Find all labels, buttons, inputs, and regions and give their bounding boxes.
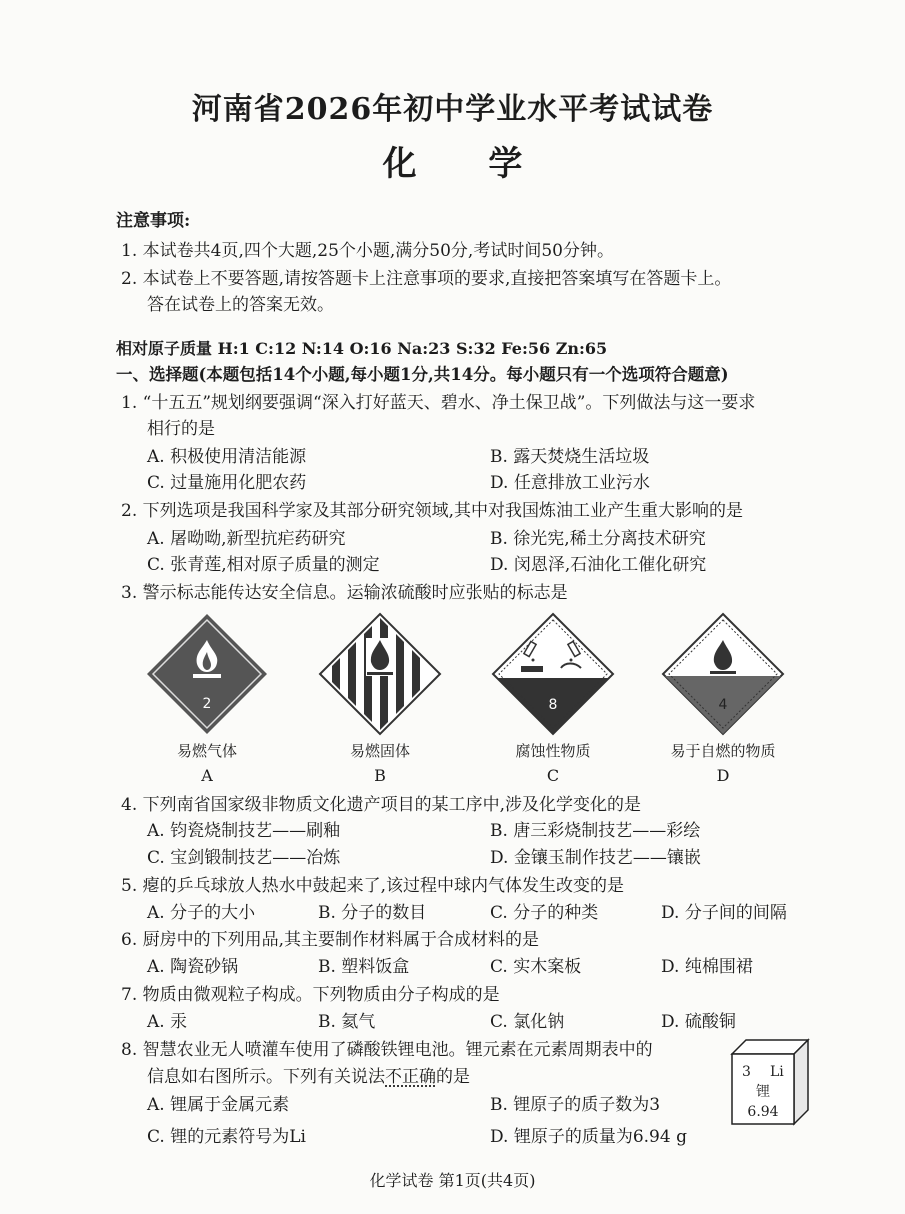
atomic-mass: 相对原子质量 H:1 C:12 N:14 O:16 Na:23 S:32 Fe:56 Zn:65 — [116, 339, 608, 358]
q1-option-d: D. 任意排放工业污水 — [490, 473, 650, 493]
notice-item-1: 1. 本试卷共4页,四个大题,25个小题,满分50分,考试时间50分钟。 — [121, 241, 614, 261]
element-symbol: Li — [770, 1064, 784, 1080]
q7-option-d: D. 硫酸铜 — [661, 1012, 736, 1032]
svg-text:2: 2 — [202, 696, 212, 712]
flammable-solid-sign-icon — [318, 612, 442, 736]
q7-option-c: C. 氯化钠 — [490, 1012, 565, 1032]
sign-b-label: 易燃固体 — [349, 742, 410, 760]
q8-stem-cont — [147, 1066, 470, 1088]
element-name: 锂 — [756, 1084, 770, 1100]
spontaneous-combustion-sign-icon — [661, 612, 785, 736]
subject-title: 化 学 — [382, 144, 523, 184]
q4-option-b: B. 唐三彩烧制技艺——彩绘 — [490, 821, 701, 841]
sign-a-label: 易燃气体 — [176, 742, 237, 760]
q8-option-c: C. 锂的元素符号为Li — [147, 1127, 306, 1147]
q6-option-b: B. 塑料饭盒 — [318, 957, 410, 977]
q1-option-b: B. 露天焚烧生活垃圾 — [490, 447, 650, 467]
q6-option-d: D. 纯棉围裙 — [661, 957, 753, 977]
q8-stem-part-1: 信息如右图所示。下列有关说法 — [147, 1067, 385, 1087]
element-mass: 6.94 — [747, 1104, 779, 1120]
q8-emphasis-not-correct: 不正确 — [385, 1067, 436, 1087]
q4-option-c: C. 宝剑锻制技艺——冶炼 — [147, 848, 341, 868]
q2-stem: 2. 下列选项是我国科学家及其部分研究领域,其中对我国炼油工业产生重大影响的是 — [121, 501, 744, 521]
q8-option-a: A. 锂属于金属元素 — [147, 1095, 290, 1115]
q6-stem: 6. 厨房中的下列用品,其主要制作材料属于合成材料的是 — [121, 930, 540, 950]
q7-option-b: B. 氦气 — [318, 1012, 376, 1032]
q2-option-a: A. 屠呦呦,新型抗疟药研究 — [147, 529, 346, 549]
sign-d-letter: D — [716, 766, 730, 785]
exam-title: 河南省2026年初中学业水平考试试卷 — [191, 92, 714, 127]
element-number: 3 — [742, 1064, 751, 1080]
q4-option-d: D. 金镶玉制作技艺——镶嵌 — [490, 848, 701, 868]
q6-option-a: A. 陶瓷砂锅 — [147, 957, 239, 977]
notice-item-2: 2. 本试卷上不要答题,请按答题卡上注意事项的要求,直接把答案填写在答题卡上。 — [121, 269, 732, 289]
q6-option-c: C. 实木案板 — [490, 957, 582, 977]
page-footer: 化学试卷 第1页(共4页) — [369, 1171, 536, 1190]
notice-item-2-cont: 答在试卷上的答案无效。 — [147, 295, 334, 315]
q1-stem: 1. “十五五”规划纲要强调“深入打好蓝天、碧水、净土保卫战”。下列做法与这一要求 — [121, 393, 756, 413]
q7-stem: 7. 物质由微观粒子构成。下列物质由分子构成的是 — [121, 985, 500, 1005]
q5-option-a: A. 分子的大小 — [147, 903, 256, 923]
q5-option-c: C. 分子的种类 — [490, 903, 599, 923]
q2-option-d: D. 闵恩泽,石油化工催化研究 — [490, 555, 707, 575]
notice-heading: 注意事项: — [116, 211, 191, 231]
q1-stem-cont: 相行的是 — [147, 419, 215, 439]
sign-a-letter: A — [201, 766, 213, 785]
sign-c-label: 腐蚀性物质 — [515, 742, 591, 760]
q5-stem: 5. 瘪的乒乓球放人热水中鼓起来了,该过程中球内气体发生改变的是 — [121, 876, 625, 896]
sign-b-letter: B — [374, 766, 386, 785]
q4-option-a: A. 钧瓷烧制技艺——刷釉 — [147, 821, 341, 841]
svg-text:4: 4 — [718, 697, 728, 713]
corrosive-sign-icon — [491, 612, 615, 736]
q4-stem: 4. 下列南省国家级非物质文化遗产项目的某工序中,涉及化学变化的是 — [121, 795, 642, 815]
q8-option-b: B. 锂原子的质子数为3 — [490, 1095, 661, 1115]
q1-option-c: C. 过量施用化肥农药 — [147, 473, 307, 493]
q1-option-a: A. 积极使用清洁能源 — [147, 447, 307, 467]
q7-option-a: A. 汞 — [147, 1012, 188, 1032]
flammable-gas-sign-icon — [145, 612, 269, 736]
sign-d-label: 易于自燃的物质 — [670, 742, 776, 760]
q2-option-b: B. 徐光宪,稀土分离技术研究 — [490, 529, 706, 549]
q8-stem-part-3: 的是 — [436, 1067, 470, 1087]
q8-option-d: D. 锂原子的质量为6.94 g — [490, 1127, 687, 1147]
section-1-heading: 一、选择题(本题包括14个小题,每小题1分,共14分。每小题只有一个选项符合题意) — [116, 365, 729, 384]
sign-c-letter: C — [546, 766, 560, 785]
q3-stem: 3. 警示标志能传达安全信息。运输浓硫酸时应张贴的标志是 — [121, 583, 568, 603]
q5-option-b: B. 分子的数目 — [318, 903, 427, 923]
lithium-element-tile — [728, 1036, 812, 1128]
q5-option-d: D. 分子间的间隔 — [661, 903, 787, 923]
q8-stem: 8. 智慧农业无人喷灌车使用了磷酸铁锂电池。锂元素在元素周期表中的 — [121, 1040, 653, 1060]
q2-option-c: C. 张青莲,相对原子质量的测定 — [147, 555, 380, 575]
svg-text:8: 8 — [548, 697, 558, 713]
